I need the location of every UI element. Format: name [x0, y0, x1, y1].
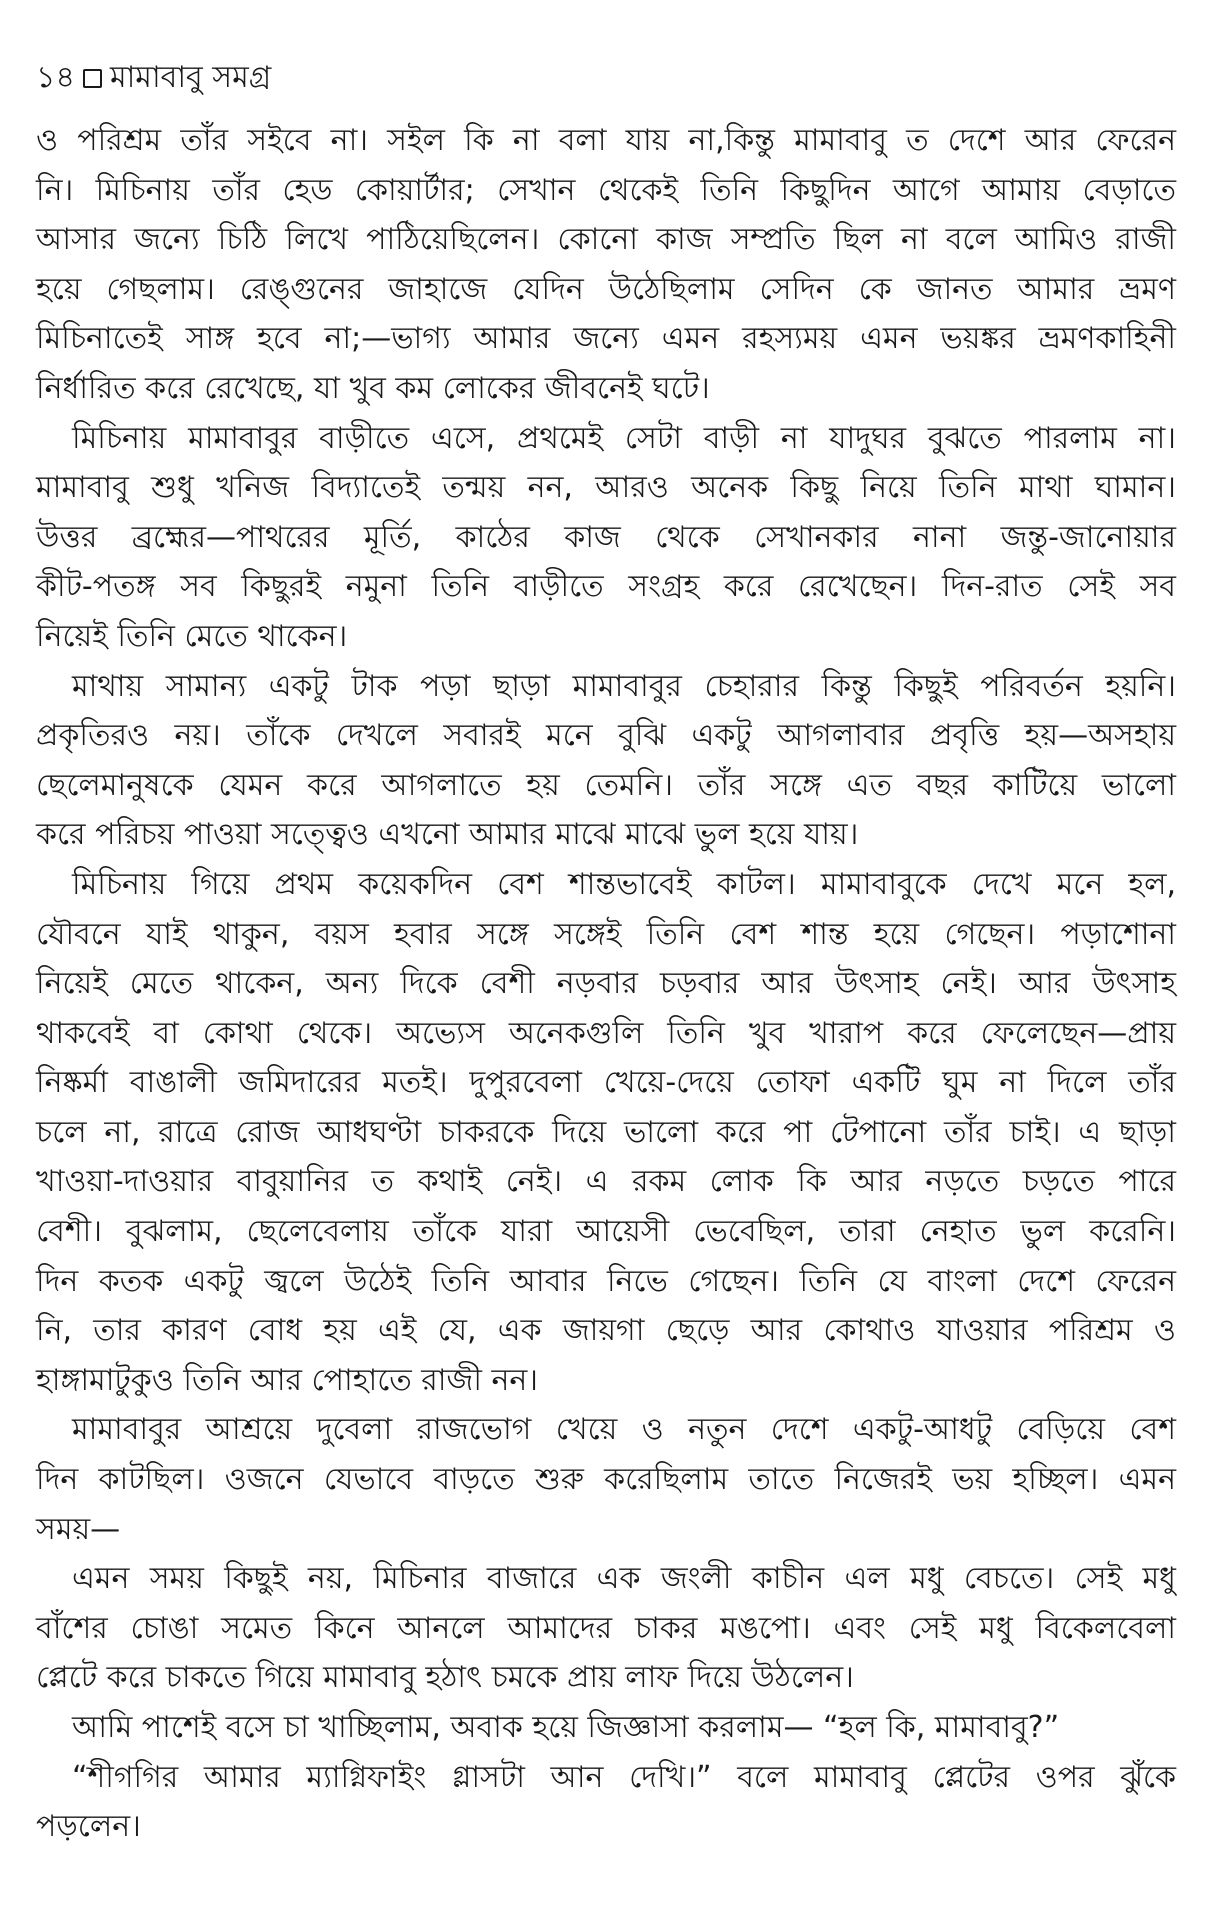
text-line: আসার জন্যে চিঠি লিখে পাঠিয়েছিলেন। কোনো কাজ সম্প্রতি ছিল না বলে আমিও রাজী — [36, 222, 1176, 258]
square-bullet-icon — [83, 69, 102, 88]
text-line: আমি পাশেই বসে চা খাচ্ছিলাম, অবাক হয়ে জিজ্ঞাসা করলাম— “হল কি, মামাবাবু?” — [72, 1710, 1060, 1745]
text-line: নিষ্কর্মা বাঙালী জমিদারের মতই। দুপুরবেলা খেয়ে-দেয়ে তোফা একটি ঘুম না দিলে তাঁর — [36, 1065, 1176, 1101]
text-line: দিন কাটছিল। ওজনে যেভাবে বাড়তে শুরু করেছিলাম তাতে নিজেরই ভয় হচ্ছিল। এমন — [36, 1462, 1176, 1498]
text-line: উত্তর ব্রহ্মের—পাথরের মূর্তি, কাঠের কাজ থেকে সেখানকার নানা জন্তু-জানোয়ার — [36, 519, 1176, 555]
text-line: প্লেটে করে চাকতে গিয়ে মামাবাবু হঠাৎ চমকে প্রায় লাফ দিয়ে উঠলেন। — [36, 1660, 854, 1696]
text-line: বাঁশের চোঙা সমেত কিনে আনলে আমাদের চাকর মঙপো। এবং সেই মধু বিকেলবেলা — [36, 1610, 1176, 1646]
text-line: মামাবাবুর আশ্রয়ে দুবেলা রাজভোগ খেয়ে ও নতুন দেশে একটু-আধটু বেড়িয়ে বেশ — [72, 1412, 1176, 1448]
text-line: মাথায় সামান্য একটু টাক পড়া ছাড়া মামাবাবুর চেহারার কিন্তু কিছুই পরিবর্তন হয়নি। — [72, 668, 1176, 704]
text-line: মিচিনায় গিয়ে প্রথম কয়েকদিন বেশ শান্তভাবেই কাটল। মামাবাবুকে দেখে মনে হল, — [72, 866, 1176, 902]
text-line: কীট-পতঙ্গ সব কিছুরই নমুনা তিনি বাড়ীতে সংগ্রহ করে রেখেছেন। দিন-রাত সেই সব — [36, 569, 1176, 605]
text-line: ছেলেমানুষকে যেমন করে আগলাতে হয় তেমনি। তাঁর সঙ্গে এত বছর কাটিয়ে ভালো — [36, 767, 1176, 803]
text-line: নি, তার কারণ বোধ হয় এই যে, এক জায়গা ছেড়ে আর কোথাও যাওয়ার পরিশ্রম ও — [36, 1313, 1176, 1349]
paragraph — [36, 1405, 1176, 1554]
text-line: মিচিনায় মামাবাবুর বাড়ীতে এসে, প্রথমেই সেটা বাড়ী না যাদুঘর বুঝতে পারলাম না। — [72, 420, 1176, 456]
text-line: প্রকৃতিরও নয়। তাঁকে দেখলে সবারই মনে বুঝি একটু আগলাবার প্রবৃত্তি হয়—অসহায় — [36, 718, 1176, 754]
text-line: করে পরিচয় পাওয়া সত্ত্বেও এখনো আমার মাঝে মাঝে ভুল হয়ে যায়। — [36, 817, 859, 853]
text-line: চলে না, রাত্রে রোজ আধঘণ্টা চাকরকে দিয়ে ভালো করে পা টেপানো তাঁর চাই। এ ছাড়া — [36, 1114, 1176, 1150]
text-line: হয়ে গেছলাম। রেঙ্গুনের জাহাজে যেদিন উঠেছিলাম সেদিন কে জানত আমার ভ্রমণ — [36, 271, 1176, 307]
paragraph — [36, 1753, 1176, 1852]
paragraph — [36, 1554, 1176, 1703]
text-line: ও পরিশ্রম তাঁর সইবে না। সইল কি না বলা যায় না,কিন্তু মামাবাবু ত দেশে আর ফেরেন — [36, 123, 1176, 158]
paragraph — [36, 414, 1176, 662]
paragraph — [36, 662, 1176, 860]
running-header — [36, 58, 271, 98]
text-line: হাঙ্গামাটুকুও তিনি আর পোহাতে রাজী নন। — [36, 1362, 539, 1398]
text-line: এমন সময় কিছুই নয়, মিচিনার বাজারে এক জংলী কাচীন এল মধু বেচতে। সেই মধু — [72, 1561, 1176, 1597]
text-line: নিয়েই তিনি মেতে থাকেন। — [36, 618, 348, 654]
text-line: দিন কতক একটু জ্বলে উঠেই তিনি আবার নিভে গেছেন। তিনি যে বাংলা দেশে ফেরেন — [36, 1263, 1176, 1299]
page-number: ১৪ — [36, 60, 75, 95]
text-line: মামাবাবু শুধু খনিজ বিদ্যাতেই তন্ময় নন, আরও অনেক কিছু নিয়ে তিনি মাথা ঘামান। — [36, 470, 1176, 506]
text-line: পড়লেন। — [36, 1809, 141, 1845]
text-line: নির্ধারিত করে রেখেছে, যা খুব কম লোকের জীবনেই ঘটে। — [36, 370, 710, 406]
text-line: যৌবনে যাই থাকুন, বয়স হবার সঙ্গে সঙ্গেই তিনি বেশ শান্ত হয়ে গেছেন। পড়াশোনা — [36, 916, 1176, 952]
text-line: সময়— — [36, 1511, 121, 1547]
text-line: নিয়েই মেতে থাকেন, অন্য দিকে বেশী নড়বার চড়বার আর উৎসাহ নেই। আর উৎসাহ — [36, 966, 1176, 1002]
text-line: নি। মিচিনায় তাঁর হেড কোয়ার্টার; সেখান থেকেই তিনি কিছুদিন আগে আমায় বেড়াতে — [36, 172, 1176, 208]
text-line: মিচিনাতেই সাঙ্গ হবে না;—ভাগ্য আমার জন্যে এমন রহস্যময় এমন ভয়ঙ্কর ভ্রমণকাহিনী — [36, 321, 1176, 357]
text-line: খাওয়া-দাওয়ার বাবুয়ানির ত কথাই নেই। এ রকম লোক কি আর নড়তে চড়তে পারে — [36, 1164, 1176, 1200]
book-title: মামাবাবু সমগ্র — [109, 60, 272, 95]
page-body-text — [36, 116, 1176, 1852]
paragraph — [36, 1703, 1176, 1753]
paragraph — [36, 860, 1176, 1406]
paragraph — [36, 116, 1176, 414]
text-line: থাকবেই বা কোথা থেকে। অভ্যেস অনেকগুলি তিনি খুব খারাপ করে ফেলেছেন—প্রায় — [36, 1015, 1176, 1051]
text-line: “শীগগির আমার ম্যাগ্নিফাইং গ্লাসটা আন দেখি।” বলে মামাবাবু প্লেটের ওপর ঝুঁকে — [72, 1759, 1176, 1795]
text-line: বেশী। বুঝলাম, ছেলেবেলায় তাঁকে যারা আয়েসী ভেবেছিল, তারা নেহাত ভুল করেনি। — [36, 1214, 1176, 1250]
